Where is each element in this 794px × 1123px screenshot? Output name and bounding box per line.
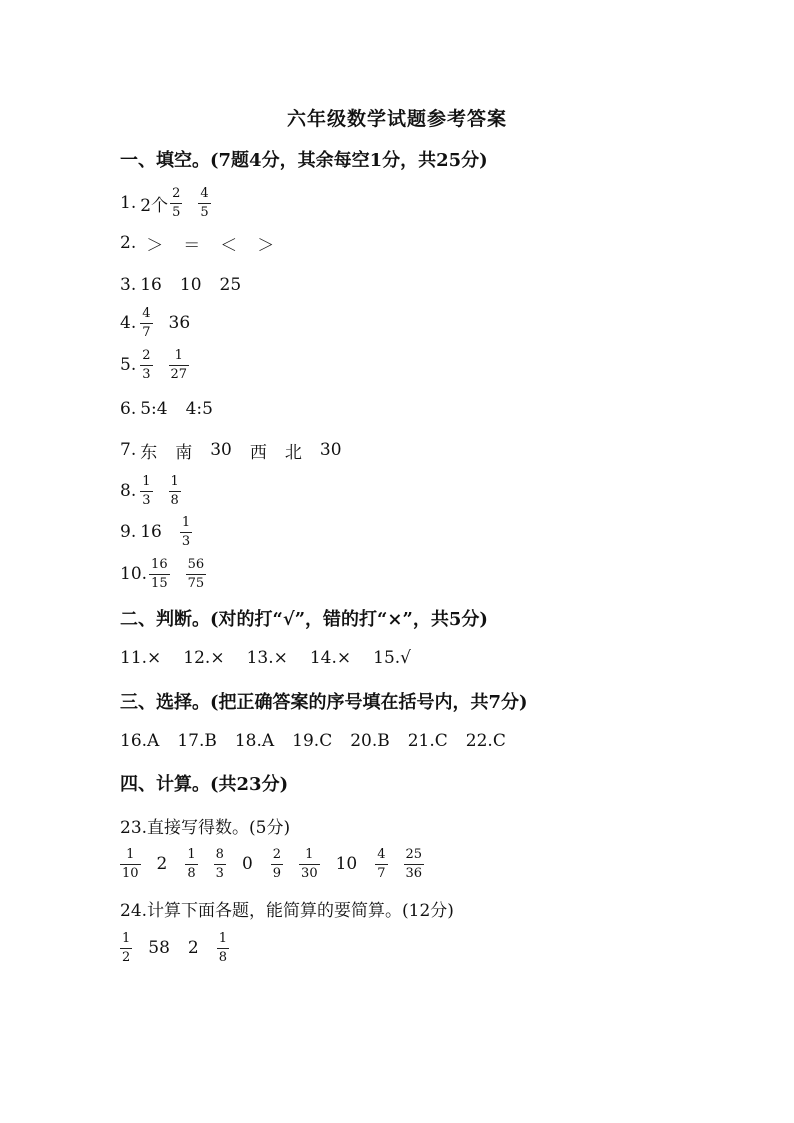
denominator: 3 bbox=[181, 533, 191, 549]
answer-text: 15.√ bbox=[373, 648, 411, 668]
fraction bbox=[198, 187, 210, 220]
answer-text: 14.× bbox=[309, 648, 352, 668]
question-23-label: 23.直接写得数。(5分) bbox=[120, 817, 291, 838]
numerator: 4 bbox=[377, 846, 386, 862]
numerator: 1 bbox=[170, 473, 179, 489]
answer-line-23 bbox=[120, 847, 440, 881]
answer-text: 10 bbox=[179, 275, 202, 295]
numerator: 8 bbox=[215, 846, 224, 862]
answer-line-7 bbox=[120, 433, 360, 467]
denominator: 7 bbox=[142, 324, 151, 340]
fraction bbox=[170, 187, 182, 220]
numerator: 2 bbox=[272, 846, 282, 862]
numerator: 4 bbox=[142, 305, 151, 321]
fraction bbox=[217, 932, 229, 965]
answer-line-10 bbox=[120, 557, 222, 591]
answer-text: ＝ bbox=[183, 235, 201, 256]
denominator: 8 bbox=[218, 949, 228, 965]
fraction bbox=[186, 558, 207, 591]
numerator: 1 bbox=[126, 846, 135, 862]
answer-text: 20.B bbox=[350, 731, 390, 751]
choice-answers bbox=[120, 724, 524, 758]
question-number: 7. bbox=[120, 440, 137, 460]
section-heading-multiple-choice: 三、选择。(把正确答案的序号填在括号内，共7分) bbox=[120, 692, 528, 713]
answer-text: ＞ bbox=[257, 235, 275, 256]
fraction bbox=[120, 848, 141, 881]
answer-line-4 bbox=[120, 306, 208, 340]
denominator: 5 bbox=[200, 204, 209, 220]
answer-text: 30 bbox=[210, 440, 232, 460]
fraction bbox=[180, 516, 192, 549]
numerator: 4 bbox=[200, 185, 209, 201]
section-heading-fill-blank: 一、填空。(7题4分，其余每空1分，共25分) bbox=[120, 150, 488, 171]
fraction bbox=[169, 349, 190, 382]
answer-text: 4:5 bbox=[185, 399, 213, 419]
question-number: 2. bbox=[120, 233, 137, 253]
fraction bbox=[140, 349, 152, 382]
answer-text: 12.× bbox=[183, 648, 225, 668]
question-number: 6. bbox=[120, 399, 137, 419]
numerator: 1 bbox=[187, 846, 196, 862]
numerator: 1 bbox=[122, 930, 131, 946]
question-number: 4. bbox=[120, 313, 137, 333]
question-24-label: 24.计算下面各题，能简算的要简算。(12分) bbox=[120, 900, 454, 921]
answer-text: 西 bbox=[249, 442, 267, 463]
numerator: 1 bbox=[181, 514, 191, 530]
denominator: 27 bbox=[170, 366, 188, 382]
numerator: 1 bbox=[218, 930, 228, 946]
section-heading-calculation: 四、计算。(共23分) bbox=[120, 774, 289, 795]
question-number: 9. bbox=[120, 522, 137, 542]
answer-text: 58 bbox=[148, 938, 170, 958]
fraction bbox=[140, 475, 152, 508]
answer-text: 南 bbox=[175, 442, 193, 463]
numerator: 16 bbox=[151, 556, 168, 572]
denominator: 9 bbox=[272, 865, 282, 881]
answer-text: 22.C bbox=[465, 731, 506, 751]
numerator: 2 bbox=[172, 185, 181, 201]
answer-line-9 bbox=[120, 515, 208, 549]
denominator: 7 bbox=[377, 865, 386, 881]
denominator: 5 bbox=[172, 204, 181, 220]
fraction bbox=[214, 848, 226, 881]
answer-line-2 bbox=[120, 226, 292, 260]
answer-text: 16 bbox=[140, 275, 162, 295]
answer-text: 25 bbox=[219, 275, 242, 295]
answer-text: 36 bbox=[168, 313, 191, 333]
answer-text: 17.B bbox=[177, 731, 217, 751]
answer-text: 2 bbox=[187, 938, 199, 958]
answer-line-24 bbox=[120, 931, 245, 965]
question-number: 5. bbox=[120, 355, 137, 375]
numerator: 1 bbox=[174, 347, 183, 363]
denominator: 15 bbox=[151, 575, 168, 591]
answer-text: 13.× bbox=[246, 648, 288, 668]
answer-text: 5:4 bbox=[140, 399, 168, 419]
fraction bbox=[149, 558, 170, 591]
fraction bbox=[375, 848, 387, 881]
fraction bbox=[185, 848, 197, 881]
fraction bbox=[299, 848, 320, 881]
answer-text: 19.C bbox=[292, 731, 333, 751]
denominator: 36 bbox=[405, 865, 423, 881]
answer-text: 2 bbox=[156, 854, 168, 874]
answer-text: 11.× bbox=[120, 648, 162, 668]
answer-text: 18.A bbox=[234, 731, 275, 751]
true-false-answers bbox=[120, 641, 433, 675]
answer-line-3 bbox=[120, 268, 259, 302]
numerator: 2 bbox=[142, 347, 151, 363]
question-number: 1. bbox=[120, 193, 137, 213]
numerator: 25 bbox=[405, 846, 423, 862]
denominator: 75 bbox=[187, 575, 205, 591]
answer-line-5 bbox=[120, 348, 205, 382]
denominator: 8 bbox=[170, 492, 179, 508]
answer-line-6 bbox=[120, 392, 231, 426]
question-number: 8. bbox=[120, 481, 137, 501]
section-heading-true-false: 二、判断。(对的打“√”，错的打“×”，共5分) bbox=[120, 609, 488, 630]
answer-text: 北 bbox=[284, 442, 302, 463]
denominator: 3 bbox=[215, 865, 224, 881]
answer-text: ＞ bbox=[146, 235, 164, 256]
denominator: 2 bbox=[122, 949, 131, 965]
denominator: 30 bbox=[301, 865, 318, 881]
denominator: 3 bbox=[142, 366, 151, 382]
question-number: 3. bbox=[120, 275, 137, 295]
answer-text: 10 bbox=[335, 854, 358, 874]
fraction bbox=[169, 475, 181, 508]
answer-text: 16.A bbox=[120, 731, 160, 751]
answer-text: ＜ bbox=[220, 235, 238, 256]
numerator: 56 bbox=[187, 556, 205, 572]
question-number: 10. bbox=[120, 564, 148, 584]
answer-line-8 bbox=[120, 474, 197, 508]
fraction bbox=[140, 307, 152, 340]
denominator: 10 bbox=[122, 865, 139, 881]
answer-text: 2个 bbox=[140, 195, 169, 216]
denominator: 8 bbox=[187, 865, 196, 881]
numerator: 1 bbox=[305, 846, 314, 862]
fraction bbox=[120, 932, 132, 965]
answer-text: 0 bbox=[241, 854, 253, 874]
answer-text: 30 bbox=[319, 440, 342, 460]
answer-text: 16 bbox=[140, 522, 162, 542]
page-title: 六年级数学试题参考答案 bbox=[286, 108, 507, 130]
denominator: 3 bbox=[142, 492, 151, 508]
answer-line-1 bbox=[120, 186, 227, 220]
fraction bbox=[271, 848, 283, 881]
answer-text: 东 bbox=[140, 442, 158, 463]
numerator: 1 bbox=[142, 473, 151, 489]
fraction bbox=[404, 848, 425, 881]
answer-text: 21.C bbox=[407, 731, 448, 751]
